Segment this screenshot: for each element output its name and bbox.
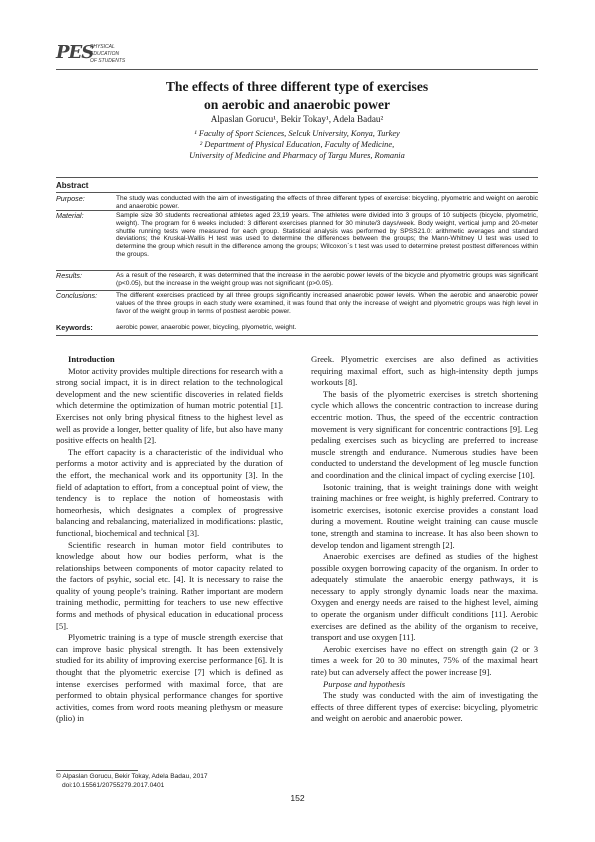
- body-paragraph: Anaerobic exercises are defined as studies of the highest possible oxygen borrowing capacity of the organism. In order to adequately stimulate the anaerobic energy pathways, it is necessary to apply strongly dynamic loads near the maxima. Oxygen and energy needs are raised to the highest level, aiming to operate the organism under difficult conditions [11]. Aerobic exercises are defined as the ability of the organism to receive, transport and use oxygen [11].: [311, 551, 538, 643]
- purpose-text: The study was conducted with the aim of investigating the effects of three different types of exercise: bicycling, plyometric and weight on aerobic and anaerobic power.: [116, 195, 538, 210]
- paper-title: [56, 78, 538, 114]
- affiliation-line: ¹ Faculty of Sport Sciences, Selcuk University, Konya, Turkey: [194, 129, 400, 138]
- logo-line: EDUCATION: [90, 51, 120, 57]
- logo-line: OF STUDENTS: [90, 58, 126, 64]
- material-label: Material:: [56, 211, 84, 220]
- page-number: 152: [290, 793, 305, 803]
- affiliations: [56, 128, 538, 161]
- abstract-heading-divider: [56, 192, 538, 193]
- journal-logo-mark: PES: [56, 42, 94, 63]
- body-paragraph: The effort capacity is a characteristic of the individual who performs a motor activity and is appreciated by the duration of the effort, the mechanical work and its opportunity [3]. In the field of adaptation to effort, from a conceptual point of view, the tendency is to replace the notion of homeostasis with homeorhesis, which designates a complex of progressive balancing and rebalancing, materialized in modifications: plastic, functional, biochemical and technical [3].: [56, 446, 283, 538]
- body-column-right: [311, 354, 538, 725]
- results-label: Results:: [56, 271, 82, 280]
- body-paragraph: Greek. Plyometric exercises are also defined as activities requiring maximal effort, such as high-intensity depth jumps workouts [8].: [311, 354, 538, 388]
- abstract-divider: [56, 270, 538, 271]
- body-paragraph: Isotonic training, that is weight trainings done with weight training machines or free weight, is highly preferred. Contrary to isometric exercises, isotonic exercise provides a constant load during a movement. Routine weight training can cause muscle tone, strength and stamina to increase. It has also been shown to develop tendon and ligament strength [2].: [311, 481, 538, 550]
- footnote-divider: [56, 770, 138, 771]
- affiliation-line: University of Medicine and Pharmacy of Targu Mures, Romania: [189, 151, 405, 160]
- body-paragraph: The study was conducted with the aim of investigating the effects of three different types of exercise: bicycling, plyometric and weight on aerobic and anaerobic power.: [311, 690, 538, 724]
- results-text: As a result of the research, it was determined that the increase in the aerobic power levels of the bicycle and plyometric groups was significant (p<0.05), but the increase in the weight group was not significant (p>0.05).: [116, 272, 538, 287]
- body-paragraph: Motor activity provides multiple directions for research with a strong social impact, it is in direct relation to the technological development and the new scientific discoveries in related fields which determine the optimization of human motric potential [1]. Exercises not only bring physical fitness to the highest level as well as provide a longer, better quality of life, but also have many positive effects on health [2].: [56, 365, 283, 446]
- material-text: Sample size 30 students recreational athletes aged 23,19 years. The athletes were divided into 3 groups of 10 subjects (bicycle, plyometric, weight). The program for 6 weeks included: 3 different exercises planned for 30 minute/3 days/week. Body weight, vertical jump and 20-meter shuttle running tests were measured for each group. Statistical analysis was performed by SPSS21.0: arithmetic averages and standard deviations; the Kruskal-Wallis H test was used to determine the differences between the groups; the Mann-Whitney U test was used to determine the group which result in the difference among the groups; Wilcoxon`s t test was used to determine pretest posttest differences within the groups.: [116, 212, 538, 258]
- journal-logo-text: [90, 44, 125, 65]
- copyright-line: © Alpaslan Gorucu, Bekir Tokay, Adela Badau, 2017: [56, 773, 208, 780]
- body-paragraph: Plyometric training is a type of muscle strength exercise that can improve basic physical strength. It has been extensively studied for its ability of improving exercise performance [6]. It is thought that the plyometric exercise [7] which is defined as intense exercises performed with maximal force, that are performed to obtain physical performance changes for sportive activities, comes from word roots meaning plethysm or measure (plio) in: [56, 632, 283, 724]
- abstract-bottom-divider: [56, 335, 538, 336]
- logo-line: PHYSICAL: [90, 44, 115, 50]
- body-paragraph: Scientific research in human motor field contributes to knowledge about how our bodies perform, what is the relationships between components of motor capacity related to the factors of psyhic, social etc. [4]. It is necessary to raise the quality of young people’s training. Rather important are modern training methodic, permitting for teachers to use new effective forms and methods of physical education in educational process [5].: [56, 539, 283, 631]
- header-divider: [56, 69, 538, 70]
- journal-logo: [56, 42, 126, 70]
- affiliation-line: ² Department of Physical Education, Faculty of Medicine,: [199, 140, 395, 149]
- doi-line: doi:10.15561/20755279.2017.0401: [62, 782, 165, 790]
- title-line: on aerobic and anaerobic power: [203, 97, 391, 112]
- conclusions-text: The different exercises practiced by all three groups significantly increased anaerobic power levels. When the aerobic and anaerobic power values of the three groups in each study were examined, it was found that only the increase of weight and plyometric groups was high level in favor of the weight group in terms of posttest aerobic power.: [116, 292, 538, 315]
- body-paragraph: Aerobic exercises have no effect on strength gain (2 or 3 times a week for 20 to 30 minutes, 75% of the maximal heart rate) but can adversely affect the power increase [9].: [311, 643, 538, 678]
- abstract-divider: [56, 210, 538, 211]
- conclusions-label: Conclusions:: [56, 291, 98, 300]
- keywords-label: Keywords:: [56, 323, 93, 332]
- abstract-heading: Abstract: [56, 181, 89, 190]
- section-heading-introduction: Introduction: [68, 354, 115, 364]
- body-paragraph: The basis of the plyometric exercises is stretch shortening cycle which allows the concentric contraction to increase during eccentric motion. Thus, the speed of the eccentric contraction movement is very significant for concentric contractions [9]. Leg pedaling exercises such as bicycling are preferred to increase muscle strength and endurance. Numerous studies have been conducted to understand the development of leg muscle function and coordination and the clinical impact of cycling exercise [10].: [311, 388, 538, 480]
- section-heading-purpose: Purpose and hypothesis: [323, 678, 406, 689]
- authors: Alpaslan Gorucu¹, Bekir Tokay¹, Adela Badau²: [210, 114, 384, 124]
- purpose-label: Purpose:: [56, 194, 85, 203]
- body-column-left: [56, 354, 283, 725]
- footnote: [56, 772, 208, 790]
- title-line: The effects of three different type of exercises: [165, 79, 429, 94]
- abstract-divider: [56, 290, 538, 291]
- abstract-top-divider: [56, 177, 538, 178]
- keywords-text: aerobic power, anaerobic power, bicycling, plyometric, weight.: [116, 324, 297, 331]
